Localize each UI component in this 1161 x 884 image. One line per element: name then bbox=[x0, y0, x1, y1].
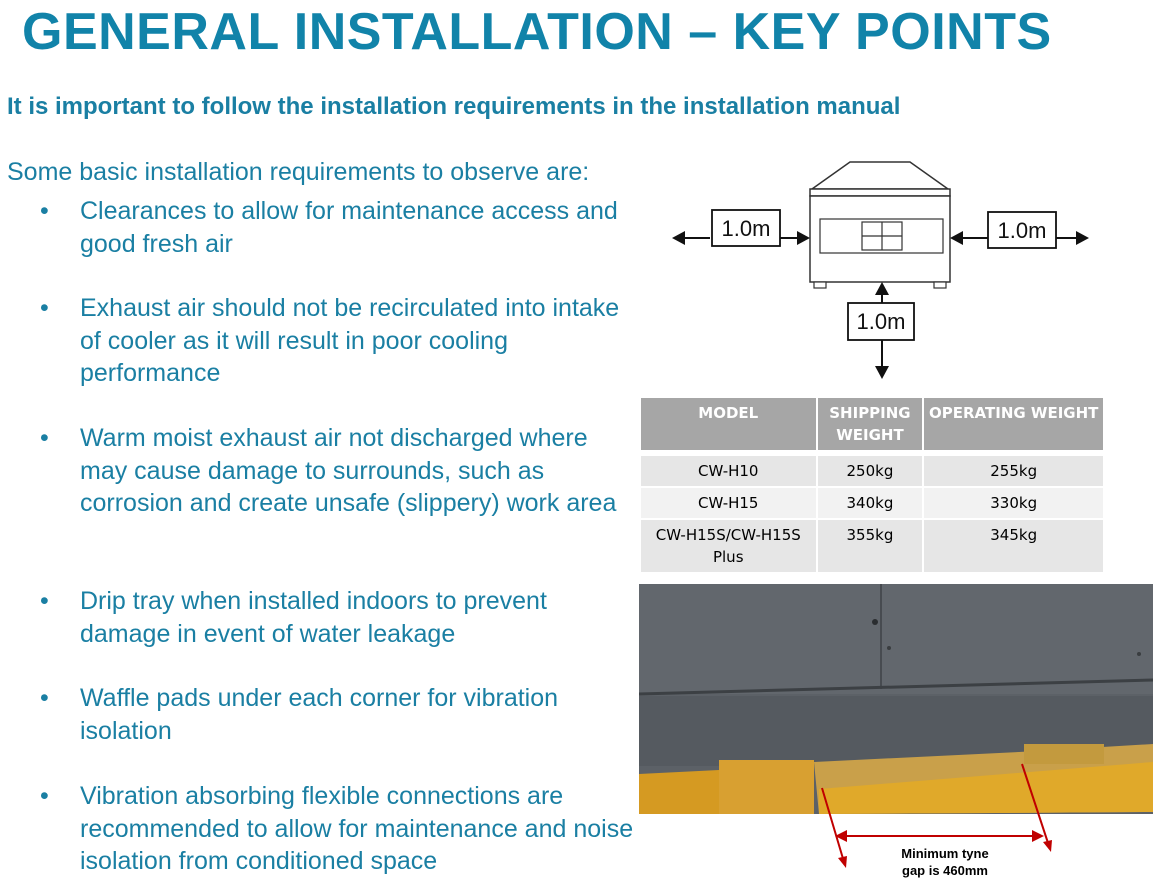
left-clearance-label: 1.0m bbox=[721, 216, 771, 241]
cooler-roof bbox=[812, 162, 948, 189]
cell-model: CW-H15 bbox=[641, 487, 817, 519]
arrow-right-icon bbox=[1076, 231, 1089, 245]
arrow-right-icon bbox=[797, 231, 810, 245]
clearance-diagram bbox=[670, 160, 1100, 385]
caption-line: gap is 460mm bbox=[902, 863, 988, 878]
bullet-marker: • bbox=[40, 197, 49, 225]
bullet-marker: • bbox=[40, 684, 49, 712]
page-subtitle: It is important to follow the installation requirements in the installation manual bbox=[7, 93, 901, 120]
column-header-model: MODEL bbox=[641, 398, 817, 453]
bullet-marker: • bbox=[40, 294, 49, 322]
column-header-operating-weight: OPERATING WEIGHT bbox=[923, 398, 1104, 453]
front-clearance-label: 1.0m bbox=[856, 309, 906, 334]
photo-caption bbox=[880, 845, 1010, 879]
cooler-foot bbox=[814, 282, 826, 288]
arrow-down-icon bbox=[875, 366, 889, 379]
intro-text: Some basic installation requirements to observe are: bbox=[7, 158, 590, 186]
table-row bbox=[641, 487, 1104, 519]
cell-shipping-weight: 340kg bbox=[817, 487, 924, 519]
bullet-text: Warm moist exhaust air not discharged where may cause damage to surrounds, such as corrosion and create unsafe (slippery) work area bbox=[80, 424, 617, 517]
bullet-marker: • bbox=[40, 782, 49, 810]
cooler-foot bbox=[934, 282, 946, 288]
cell-shipping-weight: 355kg bbox=[817, 519, 924, 573]
caption-line: Minimum tyne bbox=[901, 846, 989, 861]
cell-operating-weight: 345kg bbox=[923, 519, 1104, 573]
cell-operating-weight: 330kg bbox=[923, 487, 1104, 519]
bullet-text: Clearances to allow for maintenance access and good fresh air bbox=[80, 197, 618, 258]
bullet-marker: • bbox=[40, 424, 49, 452]
bullet-text: Vibration absorbing flexible connections are recommended to allow for maintenance and noise isolation from conditioned space bbox=[80, 782, 634, 875]
cell-model: CW-H15S/CW-H15S Plus bbox=[641, 519, 817, 573]
cell-model: CW-H10 bbox=[641, 453, 817, 487]
bullet-text: Drip tray when installed indoors to prevent damage in event of water leakage bbox=[80, 587, 547, 648]
cell-shipping-weight: 250kg bbox=[817, 453, 924, 487]
page-title: GENERAL INSTALLATION – KEY POINTS bbox=[22, 3, 1052, 61]
cell-operating-weight: 255kg bbox=[923, 453, 1104, 487]
table-header-row bbox=[641, 398, 1104, 453]
base-frame bbox=[639, 770, 719, 816]
installation-photo bbox=[639, 584, 1153, 884]
right-clearance-label: 1.0m bbox=[997, 218, 1047, 243]
arrow-left-icon bbox=[672, 231, 685, 245]
cooler-roof-rim bbox=[810, 189, 950, 196]
column-header-shipping-weight: SHIPPING WEIGHT bbox=[817, 398, 924, 453]
bullet-text: Waffle pads under each corner for vibration isolation bbox=[80, 684, 559, 745]
table-row bbox=[641, 453, 1104, 487]
bullet-marker: • bbox=[40, 587, 49, 615]
weight-table bbox=[641, 398, 1105, 574]
bullet-text: Exhaust air should not be recirculated into intake of cooler as it will result in poor cooling performance bbox=[80, 294, 620, 387]
table-row bbox=[641, 519, 1104, 573]
